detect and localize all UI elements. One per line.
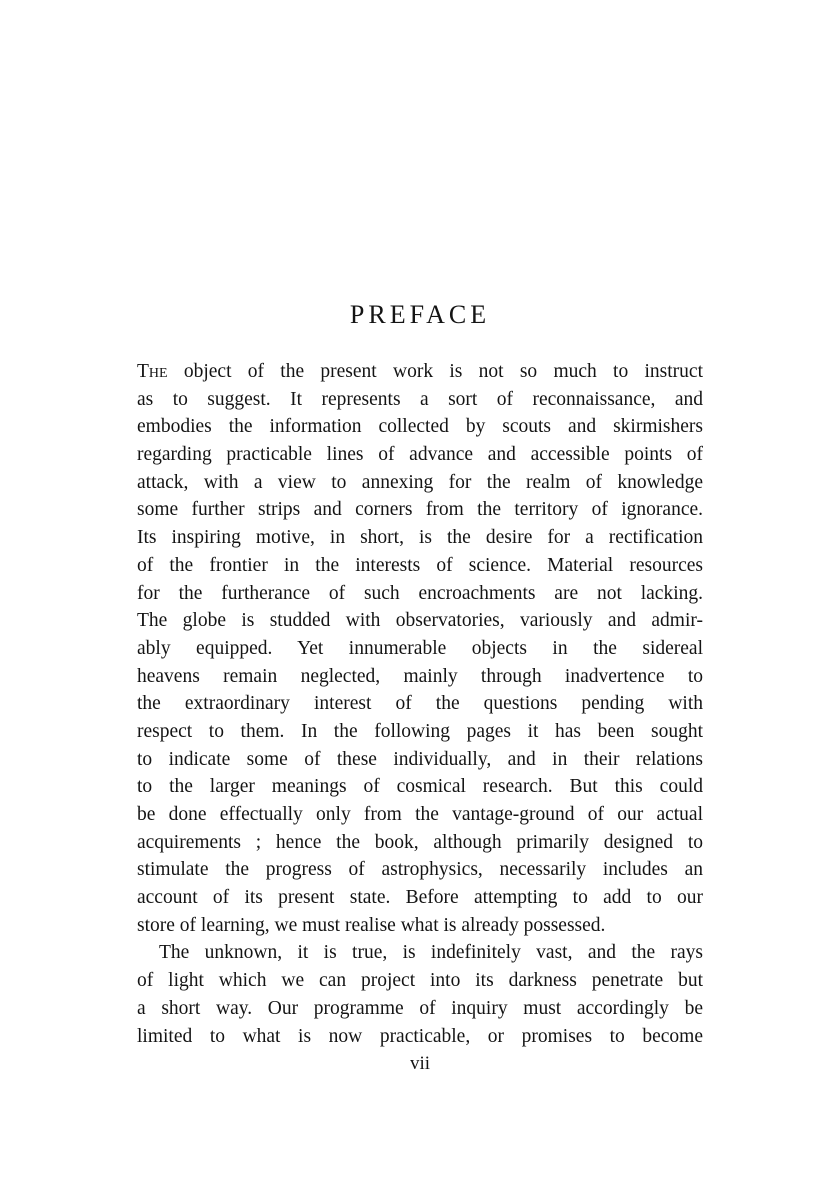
text-line: of light which we can project into its darkness penetrate but: [137, 970, 703, 992]
text-line: respect to them. In the following pages it has been sought: [137, 720, 703, 742]
text-line: some further strips and corners from the territory of ignorance.: [137, 499, 703, 521]
text-line: of the frontier in the interests of science. Material resources: [137, 554, 703, 576]
text-line: Its inspiring motive, in short, is the desire for a rectification: [137, 527, 703, 549]
text-line: The globe is studded with observatories, variously and admir-: [137, 610, 703, 632]
text-line: The unknown, it is true, is indefinitely vast, and the rays: [159, 942, 703, 964]
text-line: be done effectually only from the vantage-ground of our actual: [137, 804, 703, 825]
text-line: store of learning, we must realise what is already possessed.: [137, 914, 606, 936]
text-line: to the larger meanings of cosmical research. But this could: [137, 776, 703, 798]
preface-text: [137, 358, 703, 1050]
opening-word: The: [137, 361, 168, 382]
text-line: heavens remain neglected, mainly through inadvertence to: [137, 665, 703, 687]
text-line: ably equipped. Yet innumerable objects in the sidereal: [137, 637, 703, 659]
page-title: PREFACE: [349, 300, 491, 329]
text-line: account of its present state. Before attempting to add to our: [137, 887, 703, 909]
text-line: embodies the information collected by scouts and skirmishers: [137, 416, 703, 438]
text-line: stimulate the progress of astrophysics, necessarily includes an: [137, 859, 703, 881]
text-line: a short way. Our programme of inquiry must accordingly be: [137, 997, 703, 1019]
text-line: acquirements ; hence the book, although primarily designed to: [137, 831, 703, 853]
text-line: as to suggest. It represents a sort of reconnaissance, and: [137, 388, 703, 410]
text-line-rest: object of the present work is not so much to instruct: [167, 361, 703, 382]
text-line: to indicate some of these individually, and in their relations: [137, 748, 703, 770]
page-number: vii: [409, 1053, 431, 1074]
text-line: the extraordinary interest of the questions pending with: [137, 693, 703, 715]
text-line: [137, 358, 703, 386]
text-line: regarding practicable lines of advance and accessible points of: [137, 444, 703, 466]
text-line: limited to what is now practicable, or promises to become: [137, 1025, 703, 1047]
text-line: attack, with a view to annexing for the realm of knowledge: [137, 471, 703, 493]
text-line: for the furtherance of such encroachments are not lacking.: [137, 582, 703, 604]
